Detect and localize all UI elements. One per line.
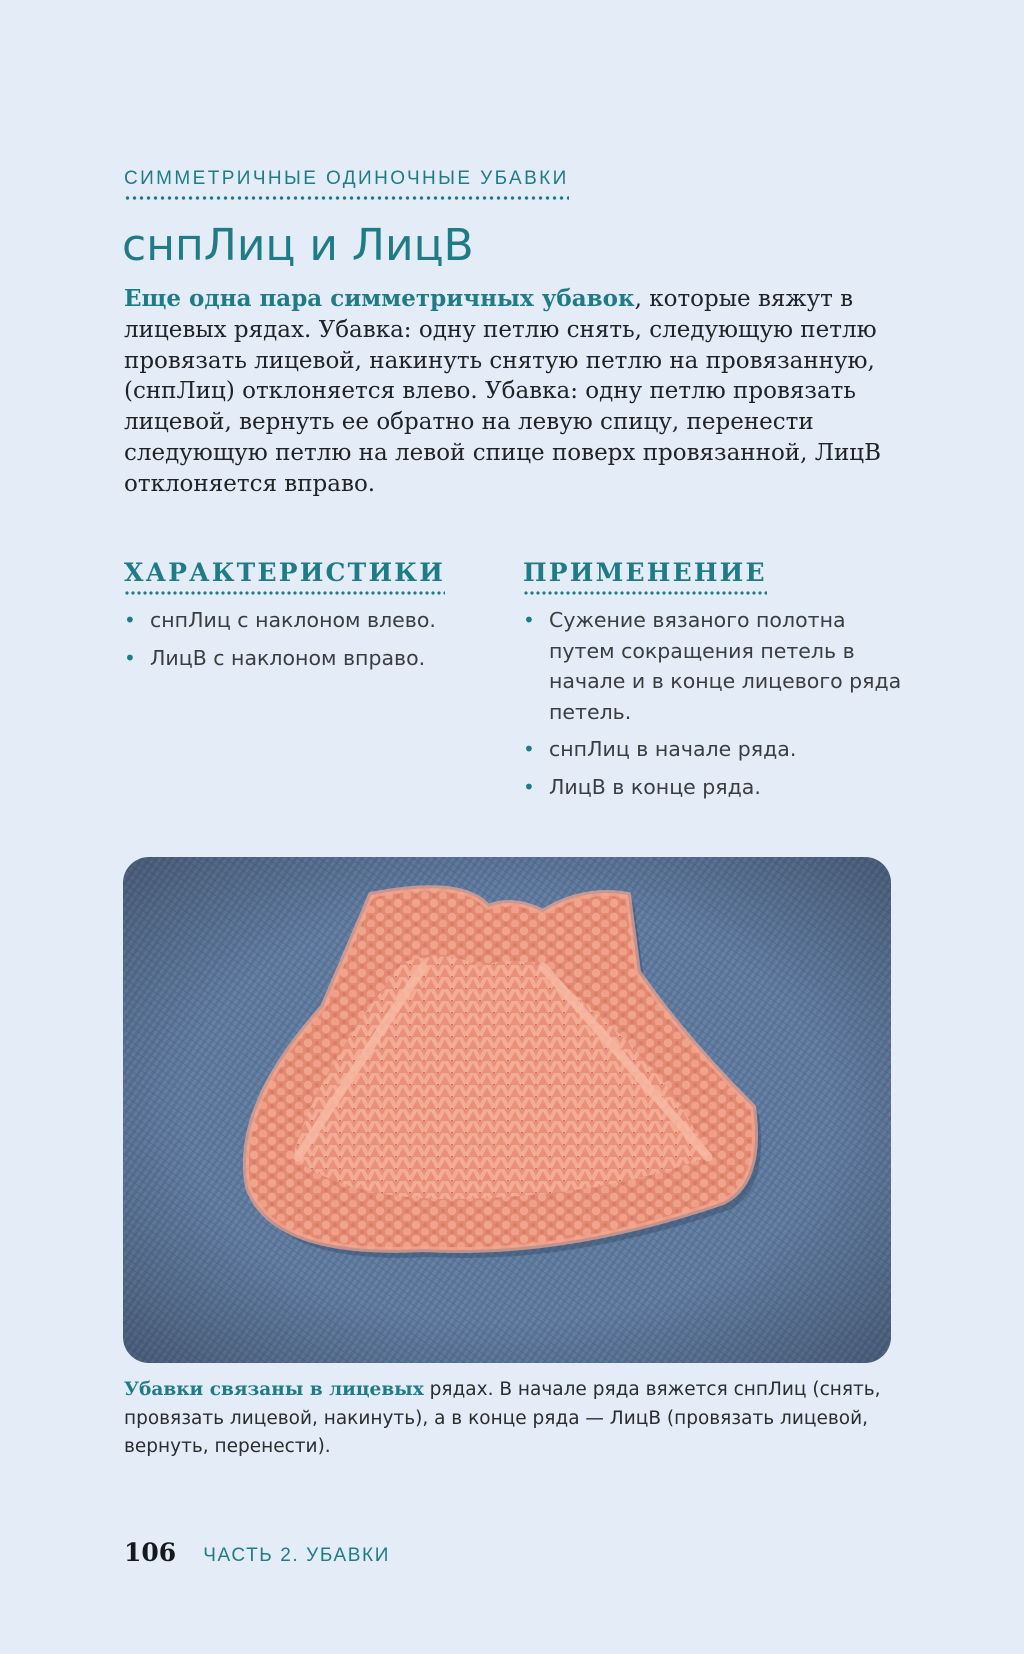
bullet-icon: •	[124, 645, 136, 670]
caption-text: рядах. В начале ряда вяжется снпЛиц (снять, провязать лицевой, накинуть), а в конце ряда — ЛицВ (провязать лицевой, вернуть, перенести).	[124, 1379, 881, 1457]
section-kicker: СИММЕТРИЧНЫЕ ОДИНОЧНЫЕ УБАВКИ	[124, 168, 569, 200]
running-footer: ЧАСТЬ 2. УБАВКИ	[203, 1545, 390, 1566]
page-title: снпЛиц и ЛицВ	[122, 220, 474, 271]
knitted-swatch-photo	[123, 857, 891, 1363]
application-section	[523, 558, 903, 809]
characteristics-heading: ХАРАКТЕРИСТИКИ	[124, 558, 445, 595]
list-item: • снпЛиц в начале ряда.	[523, 734, 903, 765]
characteristics-list	[124, 605, 494, 673]
application-heading: ПРИМЕНЕНИЕ	[523, 558, 767, 595]
application-list	[523, 605, 903, 802]
photo-caption	[124, 1376, 904, 1462]
characteristics-section	[124, 558, 494, 680]
page-footer	[124, 1538, 390, 1567]
intro-paragraph	[124, 284, 904, 500]
intro-lead: Еще одна пара симметричных убавок	[124, 285, 635, 312]
bullet-icon: •	[523, 737, 535, 761]
list-item: • ЛицВ с наклоном вправо.	[124, 643, 494, 674]
bullet-icon: •	[523, 774, 535, 799]
caption-lead: Убавки связаны в лицевых	[124, 1379, 424, 1400]
intro-text: , которые вяжут в лицевых рядах. Убавка: одну петлю снять, следующую петлю провязать лицевой, накинуть снятую петлю на провязанную, (снпЛиц) отклоняется влево. Убавка: одну петлю провязать лицевой, вернуть ее обратно на левую спицу, перенести следующую петлю на левой спице поверх провязанной, ЛицВ отклоняется вправо.	[124, 286, 881, 497]
bullet-icon: •	[124, 608, 136, 632]
list-item: • ЛицВ в конце ряда.	[523, 772, 903, 803]
page-number: 106	[124, 1538, 177, 1567]
list-item: • Сужение вязаного полотна путем сокращения петель в начале и в конце лицевого ряда петель.	[523, 605, 903, 727]
list-item: • снпЛиц с наклоном влево.	[124, 605, 494, 636]
bullet-icon: •	[523, 608, 535, 632]
